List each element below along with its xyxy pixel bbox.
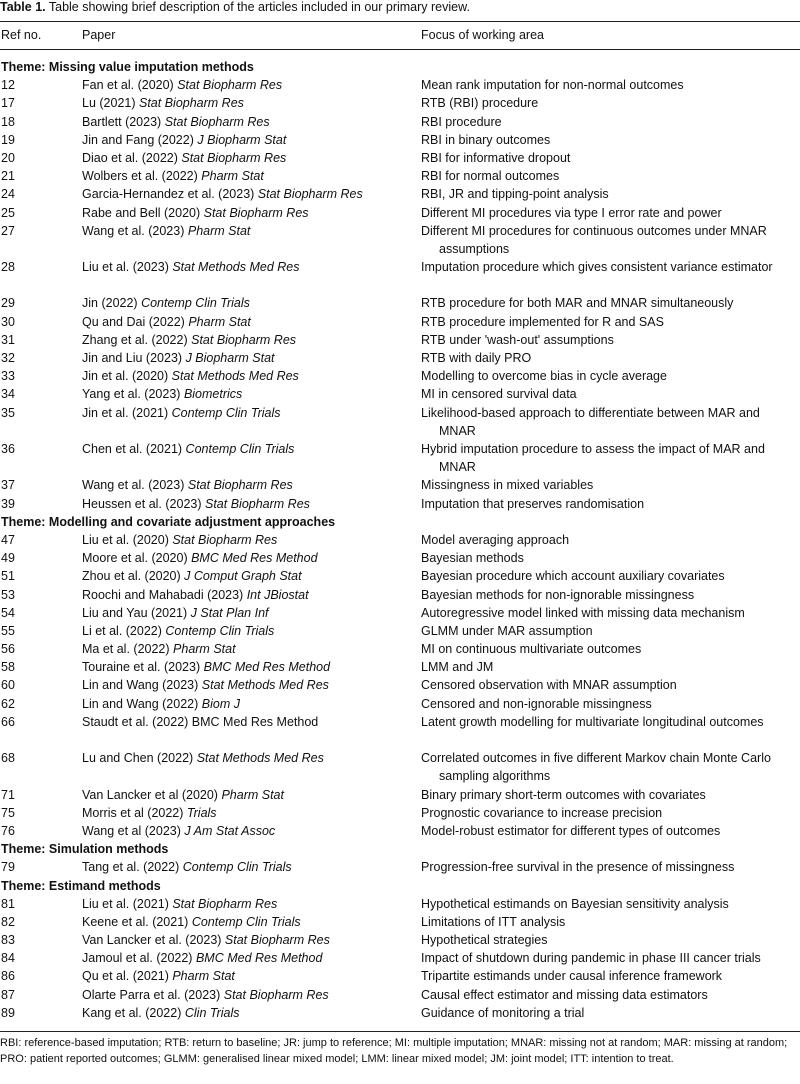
focus-area: Model averaging approach — [421, 532, 570, 547]
paper-cell — [82, 931, 330, 949]
paper-journal: J Am Stat Assoc — [184, 823, 276, 838]
table-row — [0, 404, 800, 440]
paper-authors: Jin et al. (2021) — [82, 405, 169, 420]
paper-cell — [82, 858, 292, 876]
ref-no: 71 — [1, 787, 15, 802]
paper-journal: Stat Biopharm Res — [187, 478, 293, 493]
focus-area: Bayesian procedure which account auxiliary covariates — [421, 569, 725, 584]
paper-cell — [82, 622, 274, 640]
paper-journal: Stat Biopharm Res — [164, 114, 270, 129]
paper-cell — [82, 185, 363, 203]
paper-journal: Contemp Clin Trials — [191, 914, 301, 929]
focus-area: RTB under 'wash-out' assumptions — [421, 332, 614, 347]
paper-cell — [82, 967, 235, 985]
ref-no: 54 — [1, 605, 15, 620]
paper-journal: Stat Biopharm Res — [139, 96, 244, 111]
paper-cell — [82, 1004, 240, 1022]
focus-area: MI in censored survival data — [421, 387, 577, 402]
table-row — [0, 640, 800, 658]
focus-area: Correlated outcomes in five different Markov chain Monte Carlo sampling algorithms — [421, 751, 771, 784]
table-row — [0, 676, 800, 694]
paper-authors: Touraine et al. (2023) — [82, 660, 201, 675]
table-row — [0, 822, 800, 840]
table-row — [0, 931, 800, 949]
paper-journal: Int JBiostat — [246, 587, 309, 602]
paper-cell — [82, 913, 301, 931]
focus-area: RBI, JR and tipping-point analysis — [421, 187, 609, 202]
focus-area: Limitations of ITT analysis — [421, 914, 566, 929]
paper-journal: BMC Med Res Method — [191, 551, 318, 566]
paper-journal: Trials — [186, 805, 217, 820]
focus-area: MI on continuous multivariate outcomes — [421, 642, 642, 657]
paper-authors: Staudt et al. (2022) BMC Med Res Method — [82, 714, 319, 729]
paper-journal: Pharm Stat — [201, 169, 264, 184]
table-row — [0, 367, 800, 385]
paper-cell — [82, 76, 282, 94]
table-footnote: RBI: reference-based imputation; RTB: return to baseline; JR: jump to reference; MI: multiple imputation; MNAR: missing not at random; MAR: missing at random; PRO: patient reported outcomes; GLMM: generalised linear mixed model; LMM: linear mixed model; JM: joint model; ITT: intention to treat. — [0, 1037, 788, 1065]
theme-heading: Theme: Estimand methods — [1, 878, 161, 893]
table-row — [0, 113, 800, 131]
table-caption-text: Table showing brief description of the articles included in our primary review. — [48, 0, 470, 14]
ref-no: 60 — [1, 678, 15, 693]
paper-authors: Yang et al. (2023) — [82, 387, 181, 402]
paper-cell — [82, 713, 318, 731]
focus-area: Hypothetical estimands on Bayesian sensitivity analysis — [421, 896, 729, 911]
ref-no: 27 — [1, 223, 15, 238]
paper-cell — [82, 476, 293, 494]
paper-cell — [82, 131, 286, 149]
focus-area: RTB with daily PRO — [421, 351, 532, 366]
ref-no: 24 — [1, 187, 15, 202]
paper-cell — [82, 167, 264, 185]
paper-authors: Li et al. (2022) — [82, 623, 162, 638]
table-row — [0, 440, 800, 476]
paper-cell — [82, 531, 277, 549]
paper-authors: Jamoul et al. (2022) — [82, 951, 193, 966]
focus-area: Tripartite estimands under causal inference framework — [421, 969, 723, 984]
paper-journal: Biometrics — [183, 387, 243, 402]
table-row — [0, 385, 800, 403]
paper-authors: Jin and Liu (2023) — [82, 351, 183, 366]
paper-authors: Liu et al. (2021) — [82, 896, 169, 911]
ref-no: 39 — [1, 496, 15, 511]
paper-authors: Wang et al. (2023) — [82, 223, 185, 238]
ref-no: 31 — [1, 332, 15, 347]
paper-journal: Stat Biopharm Res — [177, 78, 283, 93]
paper-cell — [82, 149, 286, 167]
header-paper: Paper — [82, 28, 116, 42]
ref-no: 30 — [1, 314, 15, 329]
paper-authors: Kang et al. (2022) — [82, 1005, 182, 1020]
paper-authors: Diao et al. (2022) — [82, 150, 178, 165]
paper-authors: Liu et al. (2023) — [82, 260, 169, 275]
paper-authors: Fan et al. (2020) — [82, 78, 174, 93]
paper-authors: Qu and Dai (2022) — [82, 314, 185, 329]
ref-no: 20 — [1, 150, 15, 165]
focus-area: Censored observation with MNAR assumption — [421, 678, 677, 693]
paper-journal: Contemp Clin Trials — [165, 623, 275, 638]
ref-no: 49 — [1, 551, 15, 566]
paper-journal: Stat Biopharm Res — [205, 496, 310, 511]
ref-no: 79 — [1, 860, 15, 875]
ref-no: 35 — [1, 405, 15, 420]
paper-journal: Stat Biopharm Res — [172, 896, 278, 911]
paper-cell — [82, 895, 277, 913]
table-row — [0, 222, 800, 258]
paper-cell — [82, 586, 309, 604]
focus-area: Impact of shutdown during pandemic in phase III cancer trials — [421, 951, 761, 966]
paper-authors: Qu et al. (2021) — [82, 969, 169, 984]
ref-no: 66 — [1, 714, 15, 729]
header-rule — [0, 49, 800, 50]
paper-authors: Garcia-Hernandez et al. (2023) — [82, 187, 255, 202]
paper-cell — [82, 658, 330, 676]
table-row — [0, 76, 800, 94]
paper-journal: Pharm Stat — [187, 223, 251, 238]
focus-area: RTB (RBI) procedure — [421, 96, 539, 111]
ref-no: 84 — [1, 951, 15, 966]
paper-journal: J Biopharm Stat — [197, 132, 287, 147]
paper-cell — [82, 94, 244, 112]
theme-heading: Theme: Missing value imputation methods — [1, 60, 254, 74]
table-row — [0, 258, 800, 294]
table-row — [0, 858, 800, 876]
paper-authors: Jin (2022) — [82, 296, 138, 311]
paper-authors: Wang et al (2023) — [82, 823, 181, 838]
paper-journal: Pharm Stat — [173, 642, 236, 657]
table-row — [0, 167, 800, 185]
paper-journal: Stat Biopharm Res — [203, 205, 309, 220]
paper-cell — [82, 676, 329, 694]
paper-cell — [82, 549, 318, 567]
ref-no: 55 — [1, 623, 15, 638]
focus-area: RTB procedure for both MAR and MNAR simultaneously — [421, 296, 734, 311]
paper-cell — [82, 294, 250, 312]
ref-no: 37 — [1, 478, 15, 493]
focus-area: Modelling to overcome bias in cycle average — [421, 369, 667, 384]
paper-authors: Keene et al. (2021) — [82, 914, 189, 929]
table-row — [0, 622, 800, 640]
paper-authors: Lu and Chen (2022) — [82, 751, 194, 766]
focus-area: Hybrid imputation procedure to assess the impact of MAR and MNAR — [421, 441, 765, 475]
focus-area: Different MI procedures for continuous outcomes under MNAR assumptions — [421, 223, 767, 256]
ref-no: 68 — [1, 751, 15, 766]
paper-authors: Rabe and Bell (2020) — [82, 205, 201, 220]
paper-authors: Roochi and Mahabadi (2023) — [82, 587, 244, 602]
paper-authors: Zhou et al. (2020) — [82, 569, 181, 584]
paper-cell — [82, 495, 310, 513]
paper-cell — [82, 331, 296, 349]
paper-cell — [82, 258, 300, 276]
paper-authors: Jin and Fang (2022) — [82, 132, 194, 147]
ref-no: 21 — [1, 169, 15, 184]
paper-cell — [82, 786, 284, 804]
ref-no: 75 — [1, 805, 15, 820]
paper-cell — [82, 367, 299, 385]
paper-authors: Liu et al. (2020) — [82, 532, 169, 547]
paper-cell — [82, 385, 242, 403]
table-row — [0, 476, 800, 494]
table-label: Table 1. — [0, 0, 46, 14]
focus-area: Model-robust estimator for different types of outcomes — [421, 823, 721, 838]
paper-journal: Pharm Stat — [188, 314, 251, 329]
focus-area: RBI for informative dropout — [421, 150, 571, 165]
paper-cell — [82, 204, 309, 222]
focus-area: Bayesian methods — [421, 551, 524, 566]
paper-journal: Stat Biopharm Res — [224, 933, 330, 948]
paper-cell — [82, 749, 324, 767]
table-row — [0, 313, 800, 331]
ref-no: 34 — [1, 387, 15, 402]
focus-area: LMM and JM — [421, 660, 494, 675]
ref-no: 56 — [1, 642, 15, 657]
paper-authors: Tang et al. (2022) — [82, 860, 180, 875]
paper-journal: Stat Methods Med Res — [196, 751, 324, 766]
focus-area: RBI procedure — [421, 114, 502, 129]
paper-authors: Ma et al. (2022) — [82, 642, 170, 657]
paper-cell — [82, 804, 217, 822]
focus-area: GLMM under MAR assumption — [421, 623, 593, 638]
ref-no: 47 — [1, 532, 15, 547]
paper-cell — [82, 604, 269, 622]
paper-journal: Contemp Clin Trials — [182, 860, 292, 875]
ref-no: 36 — [1, 441, 15, 456]
focus-area: RBI for normal outcomes — [421, 169, 560, 184]
paper-authors: Jin et al. (2020) — [82, 369, 169, 384]
paper-authors: Bartlett (2023) — [82, 114, 162, 129]
paper-authors: Heussen et al. (2023) — [82, 496, 202, 511]
paper-cell — [82, 695, 240, 713]
focus-area: Causal effect estimator and missing data estimators — [421, 987, 708, 1002]
paper-journal: Contemp Clin Trials — [171, 405, 281, 420]
focus-area: Imputation that preserves randomisation — [421, 496, 645, 511]
ref-no: 83 — [1, 933, 15, 948]
table-row — [0, 531, 800, 549]
ref-no: 28 — [1, 260, 15, 275]
paper-cell — [82, 822, 275, 840]
paper-journal: BMC Med Res Method — [195, 951, 323, 966]
paper-authors: Wolbers et al. (2022) — [82, 169, 198, 184]
paper-cell — [82, 113, 270, 131]
table-row — [0, 331, 800, 349]
paper-authors: Olarte Parra et al. (2023) — [82, 987, 221, 1002]
table-row — [0, 567, 800, 585]
table-header — [0, 22, 800, 48]
paper-cell — [82, 440, 294, 458]
paper-journal: Stat Methods Med Res — [171, 369, 299, 384]
paper-cell — [82, 949, 322, 967]
ref-no: 25 — [1, 205, 15, 220]
focus-area: Censored and non-ignorable missingness — [421, 696, 652, 711]
paper-journal: Biom J — [201, 696, 240, 711]
paper-journal: J Comput Graph Stat — [184, 569, 302, 584]
paper-cell — [82, 349, 275, 367]
ref-no: 12 — [1, 78, 15, 93]
header-focus: Focus of working area — [421, 28, 544, 42]
paper-authors: Van Lancker et al (2020) — [82, 787, 218, 802]
focus-area: Autoregressive model linked with missing data mechanism — [421, 605, 745, 620]
focus-area: RTB procedure implemented for R and SAS — [421, 314, 664, 329]
paper-authors: Liu and Yau (2021) — [82, 605, 188, 620]
paper-cell — [82, 986, 329, 1004]
paper-journal: Stat Biopharm Res — [181, 150, 287, 165]
paper-journal: Stat Biopharm Res — [257, 187, 363, 202]
table-row — [0, 131, 800, 149]
paper-journal: Clin Trials — [184, 1005, 240, 1020]
paper-cell — [82, 404, 280, 422]
paper-cell — [82, 313, 251, 331]
paper-journal: Contemp Clin Trials — [185, 441, 295, 456]
table-row — [0, 967, 800, 985]
table-row — [0, 658, 800, 676]
theme-heading: Theme: Modelling and covariate adjustment approaches — [1, 514, 336, 529]
table-row — [0, 204, 800, 222]
ref-no: 33 — [1, 369, 15, 384]
table-row — [0, 713, 800, 749]
paper-journal: Pharm Stat — [221, 787, 284, 802]
paper-journal: J Stat Plan Inf — [190, 605, 269, 620]
paper-journal: BMC Med Res Method — [203, 660, 331, 675]
table-row — [0, 986, 800, 1004]
focus-area: Mean rank imputation for non-normal outcomes — [421, 78, 684, 93]
table-row — [0, 94, 800, 112]
table-row — [0, 1004, 800, 1022]
table-row — [0, 749, 800, 785]
paper-cell — [82, 222, 250, 240]
focus-area: Likelihood-based approach to differentiate between MAR and MNAR — [421, 405, 760, 438]
paper-authors: Wang et al. (2023) — [82, 478, 185, 493]
paper-journal: Stat Biopharm Res — [172, 532, 278, 547]
ref-no: 86 — [1, 969, 15, 984]
table-row — [0, 949, 800, 967]
ref-no: 76 — [1, 823, 15, 838]
ref-no: 32 — [1, 351, 15, 366]
table-row — [0, 586, 800, 604]
table-row — [0, 185, 800, 203]
ref-no: 53 — [1, 587, 15, 602]
table-row — [0, 349, 800, 367]
paper-journal: Stat Biopharm Res — [191, 332, 297, 347]
focus-area: Hypothetical strategies — [421, 933, 548, 948]
paper-cell — [82, 640, 236, 658]
focus-area: Progression-free survival in the presence of missingness — [421, 860, 735, 875]
table-row — [0, 913, 800, 931]
paper-journal: Pharm Stat — [172, 969, 235, 984]
focus-area: Guidance of monitoring a trial — [421, 1005, 585, 1020]
header-ref: Ref no. — [1, 28, 42, 42]
paper-authors: Zhang et al. (2022) — [82, 332, 188, 347]
ref-no: 19 — [1, 132, 15, 147]
paper-journal: Stat Methods Med Res — [172, 260, 300, 275]
ref-no: 17 — [1, 96, 15, 111]
ref-no: 62 — [1, 696, 15, 711]
paper-authors: Lin and Wang (2022) — [82, 696, 199, 711]
focus-area: RBI in binary outcomes — [421, 132, 551, 147]
paper-journal: Contemp Clin Trials — [141, 296, 250, 311]
ref-no: 58 — [1, 660, 15, 675]
focus-area: Bayesian methods for non-ignorable missingness — [421, 587, 695, 602]
focus-area: Prognostic covariance to increase precision — [421, 805, 663, 820]
table-row — [0, 549, 800, 567]
table-row — [0, 294, 800, 312]
ref-no: 87 — [1, 987, 15, 1002]
ref-no: 29 — [1, 296, 15, 311]
theme-heading: Theme: Simulation methods — [1, 842, 169, 857]
table-caption — [0, 0, 800, 20]
table-row — [0, 895, 800, 913]
paper-journal: Stat Methods Med Res — [201, 678, 329, 693]
ref-no: 89 — [1, 1005, 15, 1020]
table-body — [0, 58, 800, 1022]
paper-authors: Van Lancker et al. (2023) — [82, 933, 222, 948]
table-row — [0, 786, 800, 804]
paper-authors: Chen et al. (2021) — [82, 441, 183, 456]
focus-area: Imputation procedure which gives consistent variance estimator — [421, 260, 773, 275]
paper-authors: Morris et al (2022) — [82, 805, 184, 820]
paper-cell — [82, 567, 302, 585]
bottom-rule — [0, 1031, 800, 1032]
ref-no: 81 — [1, 896, 15, 911]
table-row — [0, 604, 800, 622]
paper-authors: Moore et al. (2020) — [82, 551, 188, 566]
focus-area: Binary primary short-term outcomes with covariates — [421, 787, 706, 802]
ref-no: 82 — [1, 914, 15, 929]
focus-area: Latent growth modelling for multivariate longitudinal outcomes — [421, 714, 764, 729]
paper-journal: Stat Biopharm Res — [223, 987, 329, 1002]
focus-area: Missingness in mixed variables — [421, 478, 594, 493]
table-row — [0, 149, 800, 167]
paper-authors: Lin and Wang (2023) — [82, 678, 199, 693]
ref-no: 51 — [1, 569, 15, 584]
ref-no: 18 — [1, 114, 15, 129]
table-row — [0, 695, 800, 713]
table-row — [0, 804, 800, 822]
table-row — [0, 495, 800, 513]
paper-journal: J Biopharm Stat — [185, 351, 275, 366]
paper-authors: Lu (2021) — [82, 96, 136, 111]
focus-area: Different MI procedures via type I error rate and power — [421, 205, 722, 220]
